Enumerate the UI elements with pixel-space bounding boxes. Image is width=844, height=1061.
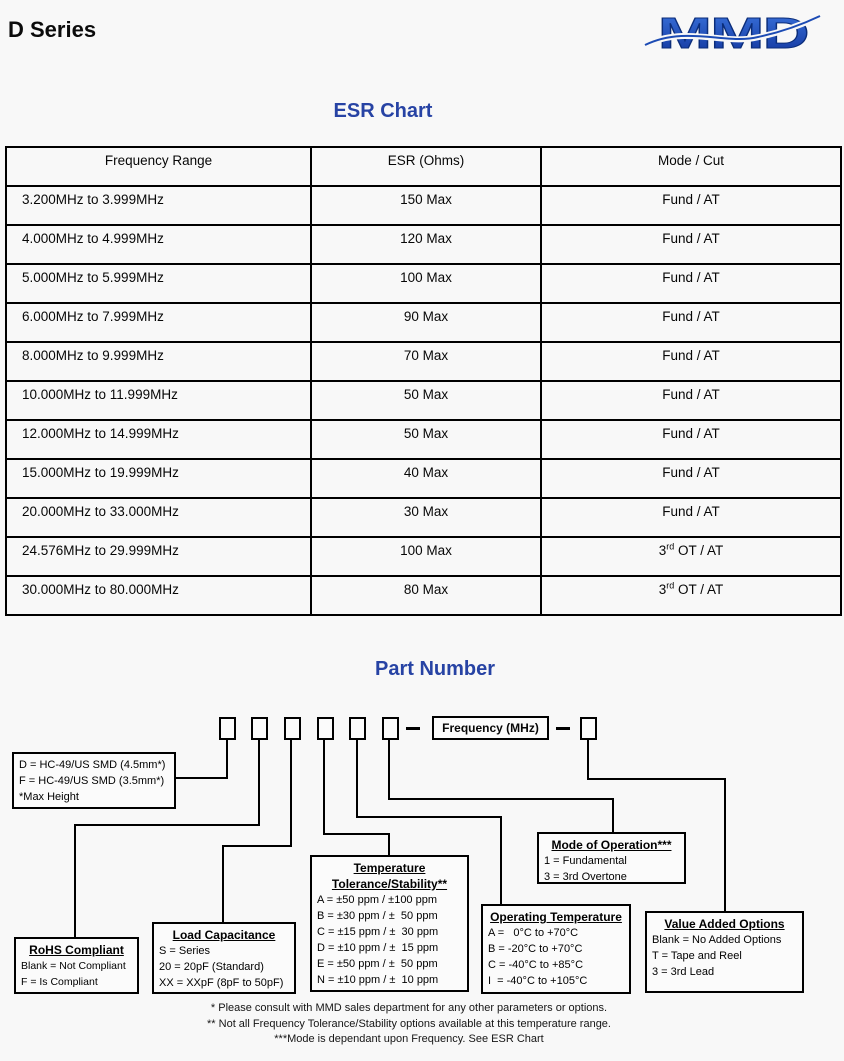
mode-cut-cell: Fund / AT [541, 342, 841, 381]
load-capacitance-title: Load Capacitance [172, 928, 276, 942]
esr-table-row [6, 420, 841, 459]
label-line: T = Tape and Reel [652, 950, 742, 962]
part-field-box-series [219, 717, 236, 740]
esr-value-cell: 80 Max [311, 576, 541, 615]
connector-line [388, 835, 390, 856]
connector-line [356, 816, 502, 818]
rohs-label-box [14, 937, 139, 994]
connector-line [222, 847, 224, 923]
label-line: D = ±10 ppm / ± 15 ppm [317, 942, 439, 954]
value-added-options-label-box [645, 911, 804, 993]
connector-line [388, 798, 614, 800]
connector-line [500, 818, 502, 905]
label-line: D = HC-49/US SMD (4.5mm*) [19, 759, 166, 771]
label-line: * Please consult with MMD sales department for any other parameters or options. [210, 1002, 608, 1014]
label-line: S = Series [159, 945, 211, 957]
esr-table [5, 146, 842, 616]
connector-line [74, 826, 76, 938]
esr-value-cell: 50 Max [311, 381, 541, 420]
temp-tolerance-title-line2: Tolerance/Stability** [331, 877, 448, 891]
esr-value-cell: 150 Max [311, 186, 541, 225]
mode-cut-cell: Fund / AT [541, 459, 841, 498]
label-line: C = ±15 ppm / ± 30 ppm [317, 926, 439, 938]
connector-line [290, 739, 292, 847]
temp-tolerance-title-line1: Temperature [353, 861, 426, 875]
connector-line [258, 739, 260, 826]
label-line: A = 0°C to +70°C [488, 927, 579, 939]
label-line: Blank = Not Compliant [21, 960, 126, 972]
operating-temperature-label-box [481, 904, 631, 994]
connector-line [587, 778, 726, 780]
label-line: 20 = 20pF (Standard) [159, 961, 264, 973]
label-line: N = ±10 ppm / ± 10 ppm [317, 974, 439, 986]
label-line: C = -40°C to +85°C [488, 959, 584, 971]
esr-table-row [6, 264, 841, 303]
dash-separator [406, 727, 420, 730]
connector-line [222, 845, 292, 847]
connector-line [323, 833, 390, 835]
esr-col-header-frequency: Frequency Range [6, 147, 311, 186]
esr-table-header-row [6, 147, 841, 186]
connector-line [587, 739, 589, 780]
label-line: 3 = 3rd Lead [652, 966, 715, 978]
label-line: F = Is Compliant [21, 976, 98, 988]
footnotes [0, 1001, 818, 1048]
label-line: E = ±50 ppm / ± 50 ppm [317, 958, 438, 970]
label-line: A = ±50 ppm / ±100 ppm [317, 894, 438, 906]
part-number-heading: Part Number [374, 658, 496, 680]
frequency-range-cell: 4.000MHz to 4.999MHz [6, 225, 311, 264]
label-line: *Max Height [19, 791, 79, 803]
label-line: ***Mode is dependant upon Frequency. See ESR Chart [274, 1033, 544, 1045]
frequency-range-cell: 5.000MHz to 5.999MHz [6, 264, 311, 303]
esr-value-cell: 100 Max [311, 537, 541, 576]
frequency-range-cell: 30.000MHz to 80.000MHz [6, 576, 311, 615]
connector-line [724, 780, 726, 912]
mode-cut-cell: 3rd OT / AT [541, 576, 841, 615]
part-field-box-load-capacitance [284, 717, 301, 740]
esr-table-row [6, 576, 841, 615]
label-line: I = -40°C to +105°C [488, 975, 588, 987]
label-line: B = -20°C to +70°C [488, 943, 583, 955]
frequency-box: Frequency (MHz) [432, 716, 549, 740]
part-field-box-rohs [251, 717, 268, 740]
mode-cut-cell: Fund / AT [541, 420, 841, 459]
esr-value-cell: 120 Max [311, 225, 541, 264]
esr-col-header-esr: ESR (Ohms) [311, 147, 541, 186]
page-title: D Series [8, 17, 97, 42]
label-line: XX = XXpF (8pF to 50pF) [159, 977, 284, 989]
series-label-box [12, 752, 176, 809]
esr-table-row [6, 186, 841, 225]
connector-line [323, 739, 325, 835]
frequency-range-cell: 20.000MHz to 33.000MHz [6, 498, 311, 537]
label-line: B = ±30 ppm / ± 50 ppm [317, 910, 438, 922]
esr-value-cell: 40 Max [311, 459, 541, 498]
esr-table-row [6, 225, 841, 264]
esr-table-row [6, 498, 841, 537]
label-line: Blank = No Added Options [652, 934, 782, 946]
esr-table-row [6, 459, 841, 498]
frequency-range-cell: 10.000MHz to 11.999MHz [6, 381, 311, 420]
label-line: 3 = 3rd Overtone [544, 871, 627, 883]
frequency-range-cell: 15.000MHz to 19.999MHz [6, 459, 311, 498]
frequency-range-cell: 8.000MHz to 9.999MHz [6, 342, 311, 381]
esr-table-row [6, 342, 841, 381]
esr-value-cell: 30 Max [311, 498, 541, 537]
mode-cut-cell: Fund / AT [541, 498, 841, 537]
dash-separator [556, 727, 570, 730]
mode-of-operation-title: Mode of Operation*** [551, 838, 672, 852]
part-field-box-value-added [580, 717, 597, 740]
mode-cut-cell: Fund / AT [541, 303, 841, 342]
frequency-range-cell: 24.576MHz to 29.999MHz [6, 537, 311, 576]
connector-line [74, 824, 260, 826]
esr-chart-heading: ESR Chart [333, 100, 433, 122]
connector-line [226, 739, 228, 779]
esr-col-header-mode: Mode / Cut [541, 147, 841, 186]
part-field-box-temp-tolerance [317, 717, 334, 740]
mode-cut-cell: Fund / AT [541, 381, 841, 420]
connector-line [612, 800, 614, 833]
connector-line [388, 739, 390, 800]
esr-table-row [6, 381, 841, 420]
frequency-range-cell: 6.000MHz to 7.999MHz [6, 303, 311, 342]
label-line: ** Not all Frequency Tolerance/Stability options available at this temperature range. [207, 1017, 611, 1030]
esr-value-cell: 70 Max [311, 342, 541, 381]
part-field-box-operating-temp [349, 717, 366, 740]
esr-table-row [6, 537, 841, 576]
frequency-range-cell: 12.000MHz to 14.999MHz [6, 420, 311, 459]
load-capacitance-label-box [152, 922, 296, 994]
esr-value-cell: 90 Max [311, 303, 541, 342]
mode-of-operation-label-box [537, 832, 686, 884]
esr-table-row [6, 303, 841, 342]
svg-text:MMD: MMD [658, 9, 808, 57]
mode-cut-cell: Fund / AT [541, 225, 841, 264]
part-field-box-mode [382, 717, 399, 740]
frequency-range-cell: 3.200MHz to 3.999MHz [6, 186, 311, 225]
label-line: F = HC-49/US SMD (3.5mm*) [19, 775, 165, 787]
mode-cut-cell: Fund / AT [541, 186, 841, 225]
connector-line [356, 739, 358, 818]
mode-cut-cell: 3rd OT / AT [541, 537, 841, 576]
connector-line [175, 777, 228, 779]
esr-value-cell: 50 Max [311, 420, 541, 459]
mmd-logo [644, 9, 821, 57]
label-line: 1 = Fundamental [544, 855, 627, 867]
value-added-options-title: Value Added Options [664, 917, 785, 931]
rohs-title: RoHS Compliant [29, 943, 124, 957]
temp-tolerance-label-box [310, 855, 469, 992]
esr-value-cell: 100 Max [311, 264, 541, 303]
mode-cut-cell: Fund / AT [541, 264, 841, 303]
operating-temperature-title: Operating Temperature [490, 910, 622, 924]
